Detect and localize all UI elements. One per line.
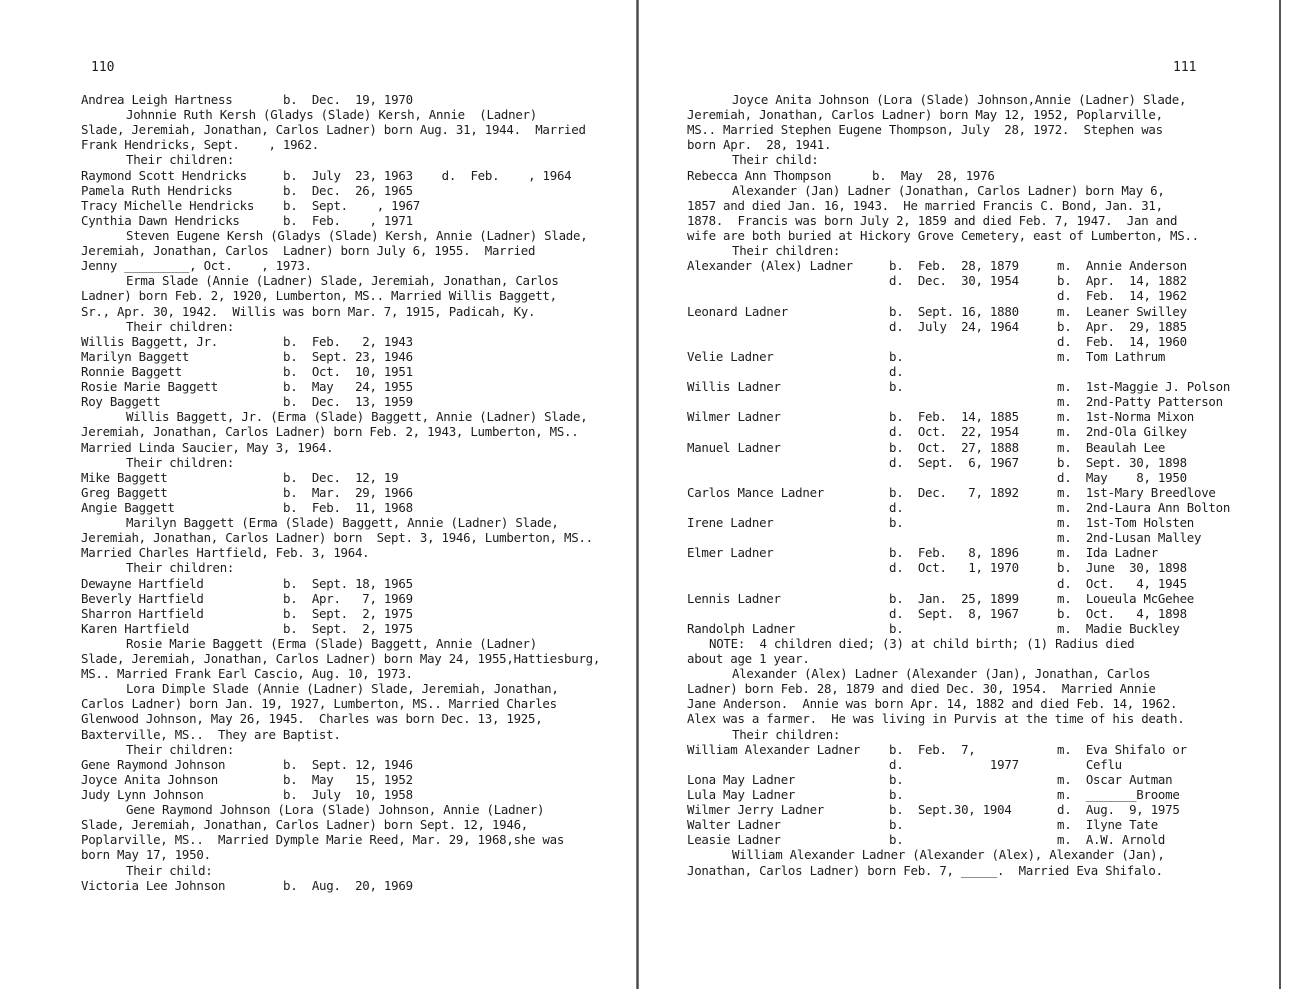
text-segment: Frank Hendricks, Sept. , 1962. <box>81 137 319 153</box>
text-segment: Their children: <box>126 560 235 576</box>
text-line <box>687 107 1287 122</box>
text-segment: m. 1st-Mary Breedlove <box>1057 484 1216 500</box>
text-segment: Their children: <box>732 243 841 259</box>
text-segment: d. Oct. 1, 1970 <box>889 560 1019 576</box>
text-segment: Rebecca Ann Thompson <box>687 167 832 183</box>
text-segment: b. Apr. 29, 1885 <box>1057 318 1187 334</box>
text-segment: Their children: <box>126 454 235 470</box>
text-line <box>687 213 1287 228</box>
text-segment: b. Jan. 25, 1899 <box>889 590 1019 606</box>
text-segment: m. 1st-Tom Holsten <box>1057 515 1194 531</box>
text-line <box>81 349 633 364</box>
text-line <box>687 168 1287 183</box>
text-segment: m. 2nd-Patty Patterson <box>1057 394 1223 410</box>
text-line <box>687 591 1287 606</box>
text-line <box>81 500 633 515</box>
text-segment: m. Beaulah Lee <box>1057 439 1166 455</box>
text-segment: Jeremiah, Jonathan, Carlos Ladner) born May 12, 1952, Poplarville, <box>687 107 1163 123</box>
text-segment: Willis Baggett, Jr. <box>81 333 218 349</box>
text-segment: Wilmer Ladner <box>687 409 781 425</box>
text-line <box>687 470 1287 485</box>
text-segment: Karen Hartfield <box>81 620 190 636</box>
text-segment: Andrea Leigh Hartness <box>81 92 233 107</box>
text-segment: Greg Baggett <box>81 484 168 500</box>
text-segment: Dewayne Hartfield <box>81 575 204 591</box>
text-line <box>81 606 633 621</box>
text-line <box>687 606 1287 621</box>
text-line <box>687 137 1287 152</box>
text-segment: Velie Ladner <box>687 348 774 364</box>
text-line <box>687 711 1287 726</box>
text-segment: Willis Baggett, Jr. (Erma (Slade) Baggett, Annie (Ladner) Slade, <box>126 409 588 425</box>
text-line <box>687 500 1287 515</box>
text-line <box>81 168 633 183</box>
text-line <box>81 847 633 862</box>
text-segment: Their child: <box>732 152 819 168</box>
text-segment: Ceflu <box>1057 756 1122 772</box>
text-line <box>687 576 1287 591</box>
text-segment: Their children: <box>126 318 235 334</box>
page-text <box>81 92 633 893</box>
text-line <box>81 152 633 167</box>
text-line <box>687 334 1287 349</box>
text-segment: d. Feb. 14, 1962 <box>1057 288 1187 304</box>
text-line <box>81 258 633 273</box>
page-edge <box>1279 0 1281 989</box>
text-line <box>81 696 633 711</box>
text-line <box>687 364 1287 379</box>
text-line <box>81 787 633 802</box>
text-segment: b. Dec. 19, 1970 <box>283 92 413 107</box>
text-segment: Marilyn Baggett (Erma (Slade) Baggett, Annie (Ladner) Slade, <box>126 515 559 531</box>
text-line <box>687 666 1287 681</box>
text-line <box>81 455 633 470</box>
text-segment: b. Feb. 7, <box>889 741 976 757</box>
text-segment: Alex was a farmer. He was living in Purvis at the time of his death. <box>687 711 1185 727</box>
text-segment: Their children: <box>732 726 841 742</box>
text-segment: b. <box>889 379 904 395</box>
text-segment: b. Sept. 2, 1975 <box>283 605 413 621</box>
text-line <box>81 878 633 893</box>
text-line <box>81 636 633 651</box>
text-line <box>81 122 633 137</box>
text-line <box>81 485 633 500</box>
text-segment: Elmer Ladner <box>687 545 774 561</box>
text-segment: b. Sept. 23, 1946 <box>283 348 413 364</box>
text-segment: b. <box>889 515 904 531</box>
book-gutter <box>636 0 639 989</box>
text-line <box>687 817 1287 832</box>
text-line <box>687 757 1287 772</box>
text-segment: William Alexander Ladner (Alexander (Alex), Alexander (Jan), <box>732 847 1165 863</box>
text-segment: m. Ilyne Tate <box>1057 817 1158 833</box>
text-line <box>687 530 1287 545</box>
text-segment: b. Dec. 13, 1959 <box>283 394 413 410</box>
page-number: 110 <box>91 60 115 75</box>
text-line <box>81 273 633 288</box>
text-line <box>81 727 633 742</box>
text-segment: Married Charles Hartfield, Feb. 3, 1964. <box>81 545 370 561</box>
text-segment: d. July 24, 1964 <box>889 318 1019 334</box>
text-line <box>687 424 1287 439</box>
text-line <box>687 122 1287 137</box>
text-line <box>687 742 1287 757</box>
text-line <box>687 349 1287 364</box>
text-line <box>687 92 1287 107</box>
text-segment: Lula May Ladner <box>687 787 796 803</box>
text-segment: d. <box>889 499 904 515</box>
text-segment: b. Dec. 12, 19 <box>283 469 399 485</box>
text-segment: b. Sept. 2, 1975 <box>283 620 413 636</box>
text-segment: d. Dec. 30, 1954 <box>889 273 1019 289</box>
text-segment: Jeremiah, Jonathan, Carlos Ladner) born Sept. 3, 1946, Lumberton, MS.. <box>81 530 593 546</box>
text-line <box>687 304 1287 319</box>
text-segment: b. <box>889 771 904 787</box>
text-line <box>81 228 633 243</box>
text-line <box>687 681 1287 696</box>
text-line <box>81 545 633 560</box>
text-segment: Angie Baggett <box>81 499 175 515</box>
text-line <box>81 379 633 394</box>
text-line <box>687 152 1287 167</box>
text-segment: Tracy Michelle Hendricks <box>81 197 255 213</box>
text-segment: Slade, Jeremiah, Jonathan, Carlos Ladner) born Sept. 12, 1946, <box>81 817 529 833</box>
text-segment: Slade, Jeremiah, Jonathan, Carlos Ladner) born Aug. 31, 1944. Married <box>81 122 586 138</box>
text-segment: Alexander (Jan) Ladner (Jonathan, Carlos Ladner) born May 6, <box>732 182 1165 198</box>
text-segment: b. Sept. 12, 1946 <box>283 756 413 772</box>
text-line <box>81 817 633 832</box>
text-segment: born May 17, 1950. <box>81 847 211 863</box>
text-segment: Lora Dimple Slade (Annie (Ladner) Slade, Jeremiah, Jonathan, <box>126 681 559 697</box>
text-segment: b. July 23, 1963 d. Feb. , 1964 <box>283 167 572 183</box>
text-line <box>687 696 1287 711</box>
text-line <box>81 198 633 213</box>
text-line <box>81 576 633 591</box>
text-segment: Victoria Lee Johnson <box>81 877 226 893</box>
text-segment: Wilmer Jerry Ladner <box>687 802 824 818</box>
text-segment: Irene Ladner <box>687 515 774 531</box>
text-segment: m. _______Broome <box>1057 787 1180 803</box>
text-segment: Jonathan, Carlos Ladner) born Feb. 7, _____. Married Eva Shifalo. <box>687 862 1163 878</box>
text-segment: d. <box>889 363 904 379</box>
text-line <box>687 228 1287 243</box>
text-line <box>81 666 633 681</box>
text-segment: Randolph Ladner <box>687 620 796 636</box>
text-line <box>687 440 1287 455</box>
text-segment: b. Dec. 7, 1892 <box>889 484 1019 500</box>
text-segment: b. Oct. 4, 1898 <box>1057 605 1187 621</box>
text-line <box>687 636 1287 651</box>
text-segment: b. Feb. 28, 1879 <box>889 258 1019 274</box>
text-segment: m. Leaner Swilley <box>1057 303 1187 319</box>
text-segment: Mike Baggett <box>81 469 168 485</box>
text-line <box>687 863 1287 878</box>
text-segment: b. Dec. 26, 1965 <box>283 182 413 198</box>
text-segment: William Alexander Ladner <box>687 741 861 757</box>
text-segment: Leonard Ladner <box>687 303 788 319</box>
text-segment: b. Sept. , 1967 <box>283 197 420 213</box>
text-line <box>687 802 1287 817</box>
text-line <box>687 288 1287 303</box>
text-line <box>81 183 633 198</box>
text-line <box>81 772 633 787</box>
text-line <box>687 485 1287 500</box>
text-segment: Rosie Marie Baggett <box>81 379 218 395</box>
text-segment: Baxterville, MS.. They are Baptist. <box>81 726 341 742</box>
text-line <box>687 560 1287 575</box>
text-segment: Rosie Marie Baggett (Erma (Slade) Baggett, Annie (Ladner) <box>126 635 537 651</box>
text-segment: b. May 15, 1952 <box>283 771 413 787</box>
text-line <box>81 681 633 696</box>
text-line <box>81 440 633 455</box>
text-line <box>81 424 633 439</box>
text-segment: Gene Raymond Johnson (Lora (Slade) Johnson, Annie (Ladner) <box>126 802 545 818</box>
text-line <box>687 243 1287 258</box>
page-number: 111 <box>1173 60 1197 75</box>
text-segment: d. Feb. 14, 1960 <box>1057 333 1187 349</box>
text-segment: MS.. Married Stephen Eugene Thompson, July 28, 1972. Stephen was <box>687 122 1163 138</box>
text-segment: Beverly Hartfield <box>81 590 204 606</box>
text-line <box>81 832 633 847</box>
text-line <box>687 409 1287 424</box>
text-line <box>687 273 1287 288</box>
text-line <box>81 364 633 379</box>
text-line <box>81 92 633 107</box>
text-segment: Poplarville, MS.. Married Dymple Marie Reed, Mar. 29, 1968,she was <box>81 832 565 848</box>
text-segment: Manuel Ladner <box>687 439 781 455</box>
text-line <box>81 742 633 757</box>
text-line <box>81 757 633 772</box>
page-text <box>687 92 1287 878</box>
text-segment: d. Sept. 6, 1967 <box>889 454 1019 470</box>
text-line <box>81 470 633 485</box>
text-segment: b. Feb. 11, 1968 <box>283 499 413 515</box>
text-segment: b. July 10, 1958 <box>283 787 413 803</box>
text-segment: b. Apr. 7, 1969 <box>283 590 413 606</box>
text-segment: b. Feb. 8, 1896 <box>889 545 1019 561</box>
text-segment: b. Feb. 14, 1885 <box>889 409 1019 425</box>
text-segment: about age 1 year. <box>687 651 810 667</box>
text-segment: m. Ida Ladner <box>1057 545 1158 561</box>
text-segment: b. <box>889 348 904 364</box>
text-segment: m. Loueula McGehee <box>1057 590 1194 606</box>
text-segment: Pamela Ruth Hendricks <box>81 182 233 198</box>
text-segment: b. <box>889 787 904 803</box>
text-segment: Erma Slade (Annie (Ladner) Slade, Jeremiah, Jonathan, Carlos <box>126 273 559 289</box>
text-segment: b. Mar. 29, 1966 <box>283 484 413 500</box>
text-segment: b. Oct. 10, 1951 <box>283 363 413 379</box>
text-segment: Marilyn Baggett <box>81 348 190 364</box>
page-right <box>640 0 1292 989</box>
text-line <box>81 288 633 303</box>
text-segment: Carlos Mance Ladner <box>687 484 824 500</box>
text-line <box>687 727 1287 742</box>
text-line <box>81 515 633 530</box>
text-segment: Raymond Scott Hendricks <box>81 167 247 183</box>
text-segment: Steven Eugene Kersh (Gladys (Slade) Kersh, Annie (Ladner) Slade, <box>126 227 588 243</box>
text-segment: Joyce Anita Johnson <box>81 771 218 787</box>
text-segment: d. May 8, 1950 <box>1057 469 1187 485</box>
text-segment: Alexander (Alex) Ladner (Alexander (Jan), Jonathan, Carlos <box>732 666 1151 682</box>
text-segment: m. 1st-Maggie J. Polson <box>1057 379 1231 395</box>
text-line <box>687 455 1287 470</box>
text-segment: Joyce Anita Johnson (Lora (Slade) Johnson,Annie (Ladner) Slade, <box>732 92 1187 107</box>
text-segment: m. 1st-Norma Mixon <box>1057 409 1194 425</box>
text-segment: m. Annie Anderson <box>1057 258 1187 274</box>
text-segment: d. 1977 <box>889 756 1019 772</box>
text-segment: Jeremiah, Jonathan, Carlos Ladner) born July 6, 1955. Married <box>81 243 536 259</box>
text-segment: b. Aug. 20, 1969 <box>283 877 413 893</box>
text-segment: Married Linda Saucier, May 3, 1964. <box>81 439 334 455</box>
text-line <box>81 107 633 122</box>
text-line <box>81 243 633 258</box>
text-line <box>687 394 1287 409</box>
text-line <box>81 334 633 349</box>
text-line <box>687 545 1287 560</box>
text-segment: b. <box>889 832 904 848</box>
text-segment: Their children: <box>126 741 235 757</box>
text-segment: m. 2nd-Ola Gilkey <box>1057 424 1187 440</box>
text-segment: Roy Baggett <box>81 394 161 410</box>
text-segment: Lennis Ladner <box>687 590 781 606</box>
text-segment: Sr., Apr. 30, 1942. Willis was born Mar. 7, 1915, Padicah, Ky. <box>81 303 536 319</box>
text-line <box>687 319 1287 334</box>
text-line <box>81 863 633 878</box>
text-line <box>687 772 1287 787</box>
text-line <box>687 621 1287 636</box>
text-line <box>81 560 633 575</box>
text-line <box>81 530 633 545</box>
text-line <box>687 787 1287 802</box>
text-segment: b. Apr. 14, 1882 <box>1057 273 1187 289</box>
text-segment: 1857 and died Jan. 16, 1943. He married Francis C. Bond, Jan. 31, <box>687 197 1163 213</box>
text-segment: Sharron Hartfield <box>81 605 204 621</box>
text-line <box>687 198 1287 213</box>
text-segment: b. Feb. , 1971 <box>283 212 413 228</box>
text-segment: Jenny _________, Oct. , 1973. <box>81 258 312 274</box>
text-segment: Cynthia Dawn Hendricks <box>81 212 240 228</box>
text-segment: b. Feb. 2, 1943 <box>283 333 413 349</box>
text-segment: m. Eva Shifalo or <box>1057 741 1187 757</box>
text-segment: b. <box>889 620 904 636</box>
text-line <box>687 832 1287 847</box>
text-segment: Jane Anderson. Annie was born Apr. 14, 1882 and died Feb. 14, 1962. <box>687 696 1178 712</box>
text-segment: Judy Lynn Johnson <box>81 787 204 803</box>
text-line <box>81 802 633 817</box>
text-segment: b. Oct. 27, 1888 <box>889 439 1019 455</box>
text-segment: Glenwood Johnson, May 26, 1945. Charles was born Dec. 13, 1925, <box>81 711 543 727</box>
text-line <box>81 651 633 666</box>
page-left <box>0 0 640 989</box>
text-segment: NOTE: 4 children died; (3) at child birth; (1) Radius died <box>709 635 1135 651</box>
text-segment: 1878. Francis was born July 2, 1859 and died Feb. 7, 1947. Jan and <box>687 212 1178 228</box>
text-segment: b. <box>889 817 904 833</box>
text-segment: MS.. Married Frank Earl Cascio, Aug. 10, 1973. <box>81 666 413 682</box>
text-line <box>687 379 1287 394</box>
text-segment: Gene Raymond Johnson <box>81 756 226 772</box>
text-segment: m. 2nd-Laura Ann Bolton <box>1057 499 1231 515</box>
text-segment: b. Sept. 18, 1965 <box>283 575 413 591</box>
text-line <box>687 258 1287 273</box>
text-segment: b. June 30, 1898 <box>1057 560 1187 576</box>
text-segment: m. A.W. Arnold <box>1057 832 1166 848</box>
text-segment: b. Sept. 30, 1898 <box>1057 454 1187 470</box>
text-segment: Carlos Ladner) born Jan. 19, 1927, Lumberton, MS.. Married Charles <box>81 696 557 712</box>
text-segment: m. 2nd-Lusan Malley <box>1057 530 1202 546</box>
text-segment: d. Aug. 9, 1975 <box>1057 802 1180 818</box>
text-segment: Their child: <box>126 862 213 878</box>
text-segment: Ladner) born Feb. 2, 1920, Lumberton, MS.. Married Willis Baggett, <box>81 288 557 304</box>
text-segment: Walter Ladner <box>687 817 781 833</box>
text-line <box>81 409 633 424</box>
text-line <box>687 847 1287 862</box>
text-segment: Willis Ladner <box>687 379 781 395</box>
text-segment: b. May 28, 1976 <box>872 167 995 183</box>
text-segment: b. Sept.30, 1904 <box>889 802 1012 818</box>
text-segment: Slade, Jeremiah, Jonathan, Carlos Ladner) born May 24, 1955,Hattiesburg, <box>81 651 601 667</box>
text-segment: Alexander (Alex) Ladner <box>687 258 853 274</box>
text-segment: d. Oct. 22, 1954 <box>889 424 1019 440</box>
text-line <box>687 651 1287 666</box>
text-line <box>81 304 633 319</box>
text-segment: Ronnie Baggett <box>81 363 182 379</box>
text-segment: Jeremiah, Jonathan, Carlos Ladner) born Feb. 2, 1943, Lumberton, MS.. <box>81 424 579 440</box>
text-segment: Leasie Ladner <box>687 832 781 848</box>
text-segment: m. Madie Buckley <box>1057 620 1180 636</box>
text-line <box>687 515 1287 530</box>
text-segment: Ladner) born Feb. 28, 1879 and died Dec. 30, 1954. Married Annie <box>687 681 1156 697</box>
text-line <box>81 213 633 228</box>
text-line <box>81 621 633 636</box>
text-segment: m. Oscar Autman <box>1057 771 1173 787</box>
text-line <box>81 711 633 726</box>
text-line <box>81 319 633 334</box>
text-segment: d. Sept. 8, 1967 <box>889 605 1019 621</box>
text-line <box>81 394 633 409</box>
text-segment: born Apr. 28, 1941. <box>687 137 832 153</box>
text-line <box>81 137 633 152</box>
text-segment: d. Oct. 4, 1945 <box>1057 575 1187 591</box>
text-segment: wife are both buried at Hickory Grove Cemetery, east of Lumberton, MS.. <box>687 227 1199 243</box>
text-segment: Their children: <box>126 152 235 168</box>
text-line <box>81 591 633 606</box>
text-segment: m. Tom Lathrum <box>1057 348 1166 364</box>
text-segment: b. Sept. 16, 1880 <box>889 303 1019 319</box>
text-line <box>687 183 1287 198</box>
text-segment: b. May 24, 1955 <box>283 379 413 395</box>
text-segment: Johnnie Ruth Kersh (Gladys (Slade) Kersh, Annie (Ladner) <box>126 107 537 123</box>
text-segment: Lona May Ladner <box>687 771 796 787</box>
